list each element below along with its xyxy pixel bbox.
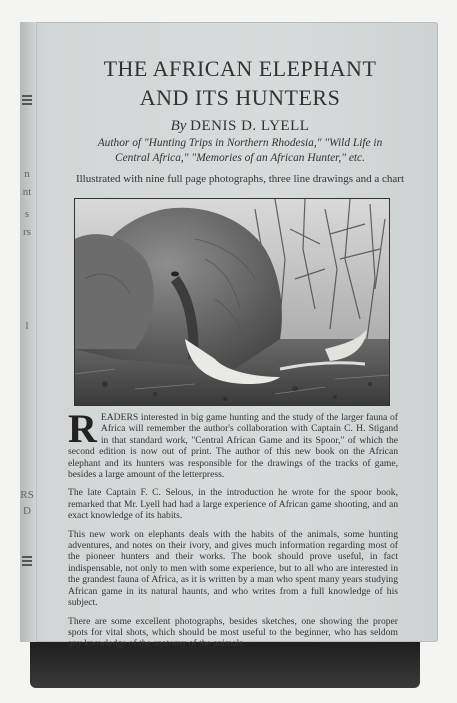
author-works [60, 136, 420, 166]
spine-text: D [23, 505, 31, 517]
author-line [50, 118, 430, 135]
blurb-paragraph: There are some excellent photographs, besides sketches, one showing the proper spots for vital shots, which should be most useful to the beginner, who has seldom any knowledge of the anatomy of the animals. [68, 615, 398, 650]
elephant-photo-image [75, 199, 389, 405]
spine-text: l [25, 320, 29, 332]
spine-rule [22, 99, 32, 101]
spine-text: RS [20, 489, 34, 501]
works-line-1: Author of "Hunting Trips in Northern Rhodesia," "Wild Life in [97, 137, 383, 149]
blurb [68, 406, 398, 657]
spine-rule [22, 103, 32, 105]
title-line-2: AND ITS HUNTERS [139, 85, 341, 110]
drop-cap: R [68, 406, 97, 451]
title-line-1: THE AFRICAN ELEPHANT [103, 56, 377, 81]
blurb-paragraph [68, 406, 398, 481]
spine-rule [22, 560, 32, 562]
illustrations-note: Illustrated with nine full page photographs, three line drawings and a chart [75, 173, 405, 185]
blurb-paragraph: This new work on elephants deals with the habits of the animals, some hunting adventures, and notes on their ivory, and gives much information regarding most of the pioneer hunters and their works. The book should prove useful, in fact indispensable, not only to men with some experience, but to all who are interested in the grandest fauna of Africa, as it is written by a man who spent many years studying African game in its natural haunts, and who writes from a full knowledge of his subject. [68, 528, 398, 609]
blurb-text: EADERS interested in big game hunting and the study of the larger fauna of Africa will remember the author's collaboration with Captain C. H. Stigand in that standard work, "Central African Game and its Spoor," of which the second edition is now out of print. The author of this new book on the African elephant and its hunters was responsible for the drawings of the tracks of game, besides a large amount of the letterpress. [68, 412, 398, 481]
book-cover [20, 22, 438, 650]
spine-rule [22, 95, 32, 97]
spine-rule [22, 564, 32, 566]
spine-text: n [24, 168, 30, 180]
spine-rule [22, 556, 32, 558]
book-title [50, 54, 430, 112]
elephant-photo [74, 198, 390, 406]
spine-text: nt [22, 186, 32, 198]
blurb-paragraph: The late Captain F. C. Selous, in the introduction he wrote for the spoor book, remarked that Mr. Lyell had had a large experience of African game shooting, and an exact knowledge of its habits. [68, 487, 398, 522]
author-name: DENIS D. LYELL [190, 118, 310, 134]
spine-text: rs [23, 226, 31, 238]
book-spine [20, 22, 37, 642]
spine-text: s [24, 208, 30, 220]
works-line-2: Central Africa," "Memories of an African Hunter," etc. [115, 152, 365, 164]
author-by: By [170, 118, 187, 134]
